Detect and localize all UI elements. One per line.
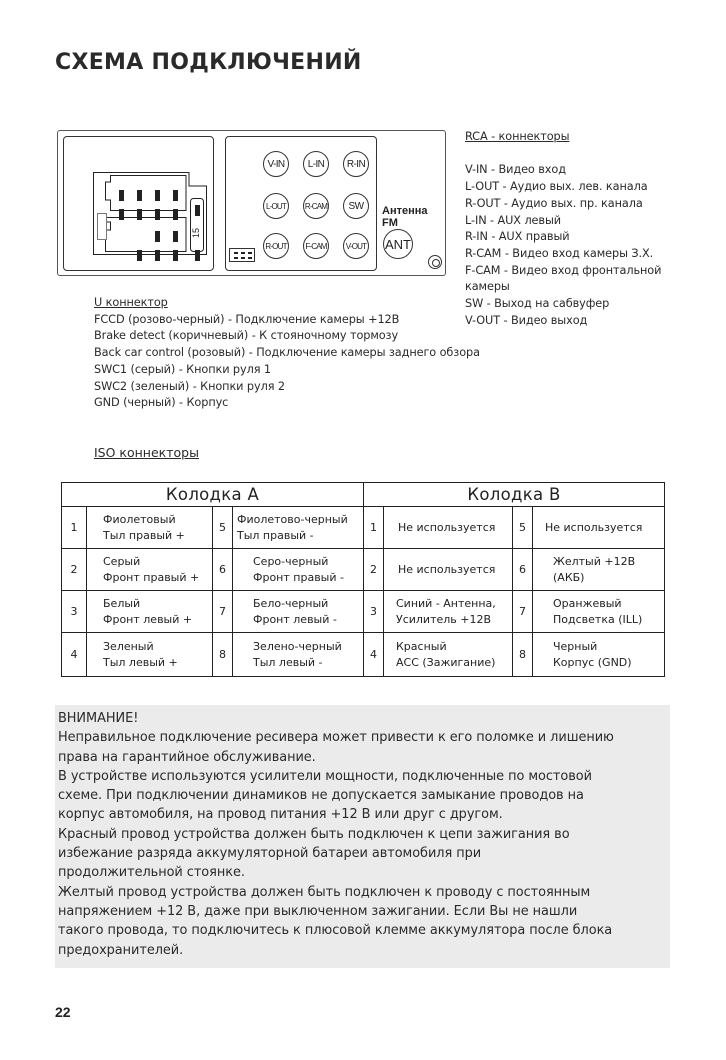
u-connector-item: Back car control (розовый) - Подключение камеры заднего обзора	[94, 346, 480, 360]
pin-description	[384, 633, 513, 677]
rca-legend-item: V-IN - Видео вход	[465, 163, 566, 177]
warning-line: Неправильное подключение ресивера может привести к его поломке и лишению	[58, 730, 614, 746]
pin-number: 5	[213, 507, 233, 549]
rca-legend-item: L-OUT - Аудио вых. лев. канала	[465, 180, 648, 194]
wire-color: Бело-черный	[253, 596, 329, 610]
pin-description	[87, 591, 213, 633]
wire-function: (АКБ)	[553, 570, 585, 584]
warning-line: В устройстве используются усилители мощности, подключенные по мостовой	[58, 768, 592, 784]
wire-color: Фиолетовый	[103, 512, 176, 526]
block-b-header: Колодка В	[364, 483, 665, 507]
rca-legend-heading: RCA - коннекторы	[465, 130, 570, 143]
wire-color: Белый	[103, 596, 141, 610]
pin-number: 7	[513, 591, 533, 633]
wire-function: Фронт правый -	[253, 570, 344, 584]
pin-number: 5	[513, 507, 533, 549]
iso-pin	[119, 190, 124, 201]
page-title: СХЕМА ПОДКЛЮЧЕНИЙ	[55, 50, 362, 75]
pin-description	[533, 507, 665, 549]
rca-jack-l-in: L-IN	[303, 151, 329, 177]
rca-legend-item: V-OUT - Видео выход	[465, 313, 588, 327]
wire-function: Тыл левый +	[103, 655, 178, 669]
page-number: 22	[55, 1004, 71, 1020]
u-connector-item: GND (черный) - Корпус	[94, 396, 229, 410]
pin-description	[233, 507, 364, 549]
rca-jack-f-cam: F-CAM	[303, 233, 329, 259]
wire-function: Корпус (GND)	[553, 655, 632, 669]
pin-description	[87, 549, 213, 591]
iso-pin	[137, 190, 142, 201]
pin-number: 8	[513, 633, 533, 677]
pin-number: 2	[62, 549, 87, 591]
warning-line: Красный провод устройства должен быть подключен к цепи зажигания во	[58, 826, 570, 842]
wire-function: АСС (Зажигание)	[396, 655, 496, 669]
table-row	[62, 549, 665, 591]
warning-line: такого провода, то подключитесь к плюсовой клемме аккумулятора после блока	[58, 923, 613, 939]
u-connector-item: Brake detect (коричневый) - К стояночному тормозу	[94, 329, 399, 343]
pin-description	[384, 549, 513, 591]
pin-number: 3	[62, 591, 87, 633]
rca-legend-item: R-OUT - Аудио вых. пр. канала	[465, 196, 643, 210]
warning-line: корпус автомобиля, на провод питания +12 В или друг с другом.	[58, 807, 503, 823]
rca-jack-r-in: R-IN	[343, 151, 369, 177]
pin-description	[533, 549, 665, 591]
pin-description	[233, 549, 364, 591]
wire-color: Зелено-черный	[253, 639, 342, 653]
iso-pin	[195, 250, 200, 261]
iso-pin	[173, 190, 178, 201]
iso-pin	[173, 231, 178, 242]
rca-legend-item: R-IN - AUX правый	[465, 230, 570, 244]
u-connector-item: SWC2 (зеленый) - Кнопки руля 2	[94, 379, 285, 393]
pin-number: 1	[62, 507, 87, 549]
table-row	[62, 507, 665, 549]
wire-color: Красный	[396, 639, 447, 653]
u-connector-socket-icon	[229, 248, 255, 262]
table-row	[62, 633, 665, 677]
block-a-header: Колодка А	[62, 483, 364, 507]
iso-connectors-heading: ISO коннекторы	[94, 445, 199, 460]
warning-line: избежание разряда аккумуляторной батареи автомобиля при	[58, 846, 482, 862]
iso-pin	[173, 209, 178, 220]
rca-legend	[465, 129, 661, 329]
pin-number: 6	[513, 549, 533, 591]
wire-color: Оранжевый	[553, 596, 622, 610]
warning-box	[55, 705, 670, 968]
iso-pinout-table	[61, 482, 665, 677]
pin-number: 3	[364, 591, 384, 633]
rca-legend-item: L-IN - AUX левый	[465, 213, 562, 227]
warning-line: схеме. При подключении динамиков не допускается замыкание проводов на	[58, 788, 584, 804]
iso-pin	[137, 209, 142, 220]
wire-color: Серо-черный	[253, 554, 329, 568]
u-connector-heading: U коннектор	[94, 296, 168, 309]
table-row	[62, 591, 665, 633]
rca-jack-r-out: R-OUT	[263, 233, 289, 259]
wire-function: Тыл левый -	[253, 655, 323, 669]
wire-color: Не используется	[398, 520, 496, 534]
iso-pin	[155, 250, 160, 261]
warning-line: продолжительной стоянке.	[58, 865, 245, 881]
wire-function: Тыл правый -	[237, 528, 314, 542]
u-connector-legend	[94, 295, 480, 412]
wire-color: Серый	[103, 554, 141, 568]
pin-number: 7	[213, 591, 233, 633]
iso-pin	[155, 190, 160, 201]
pin-description	[533, 591, 665, 633]
wire-function: Фронт левый +	[103, 612, 193, 626]
rca-jack-v-out: V-OUT	[343, 233, 369, 259]
iso-pin	[155, 209, 160, 220]
antenna-jack: ANT	[383, 229, 413, 259]
rca-jack-v-in: V-IN	[263, 151, 289, 177]
iso-pin	[195, 205, 200, 216]
wire-function: Фронт правый +	[103, 570, 200, 584]
iso-connector-outline	[93, 172, 207, 255]
warning-line: права на гарантийное обслуживание.	[58, 749, 316, 765]
pin-description	[384, 591, 513, 633]
u-connector-item: FCCD (розово-черный) - Подключение камеры +12В	[94, 312, 400, 326]
wire-color: Не используется	[398, 562, 496, 576]
wire-function: Подсветка (ILL)	[553, 612, 643, 626]
rca-legend-item: камеры	[465, 280, 510, 294]
pin-number: 4	[364, 633, 384, 677]
pin-description	[87, 633, 213, 677]
wire-color: Черный	[553, 639, 598, 653]
head-unit-rear-panel-diagram	[57, 130, 446, 276]
warning-line: напряжением +12 В, даже при выключенном зажигании. Если Вы не нашли	[58, 903, 578, 919]
wire-function: Усилитель +12В	[396, 612, 492, 626]
pin-number: 1	[364, 507, 384, 549]
pin-number: 8	[213, 633, 233, 677]
rca-legend-item: F-CAM - Видео вход фронтальной	[465, 263, 662, 277]
u-connector-item: SWC1 (серый) - Кнопки руля 1	[94, 362, 271, 376]
pin-number: 6	[213, 549, 233, 591]
iso-connector-panel	[63, 136, 214, 271]
pin-description	[87, 507, 213, 549]
pin-description	[233, 591, 364, 633]
warning-line: Желтый провод устройства должен быть подключен к проводу с постоянным	[58, 884, 591, 900]
rca-connector-panel	[225, 136, 377, 271]
iso-pin	[137, 250, 142, 261]
iso-pin	[173, 250, 178, 261]
wire-color: Желтый +12В	[553, 554, 636, 568]
wire-function: Фронт левый -	[253, 612, 337, 626]
pin-number: 2	[364, 549, 384, 591]
pin-description	[384, 507, 513, 549]
antenna-socket-icon	[428, 255, 442, 269]
wire-color: Не используется	[545, 520, 643, 534]
iso-pin	[119, 209, 124, 220]
antenna-fm-label: Антенна FM	[382, 205, 428, 229]
rca-jack-l-out: L-OUT	[263, 193, 289, 219]
warning-heading: ВНИМАНИЕ!	[58, 711, 139, 726]
pin-number: 4	[62, 633, 87, 677]
wire-color: Зеленый	[103, 639, 154, 653]
wire-color: Фиолетово-черный	[237, 512, 348, 526]
rca-jack-r-cam: R-CAM	[303, 193, 329, 219]
warning-line: предохранителей.	[58, 942, 184, 958]
wire-function: Тыл правый +	[103, 528, 185, 542]
pin-description	[233, 633, 364, 677]
pin-description	[533, 633, 665, 677]
rca-jack-sw: SW	[343, 193, 369, 219]
iso-pin-number-label: 15	[191, 227, 202, 239]
iso-pin	[155, 231, 160, 242]
rca-legend-item: SW - Выход на сабвуфер	[465, 297, 610, 311]
rca-legend-item: R-CAM - Видео вход камеры З.Х.	[465, 246, 654, 260]
wire-color: Синий - Антенна,	[396, 596, 496, 610]
iso-connector-shape-icon	[93, 172, 207, 255]
